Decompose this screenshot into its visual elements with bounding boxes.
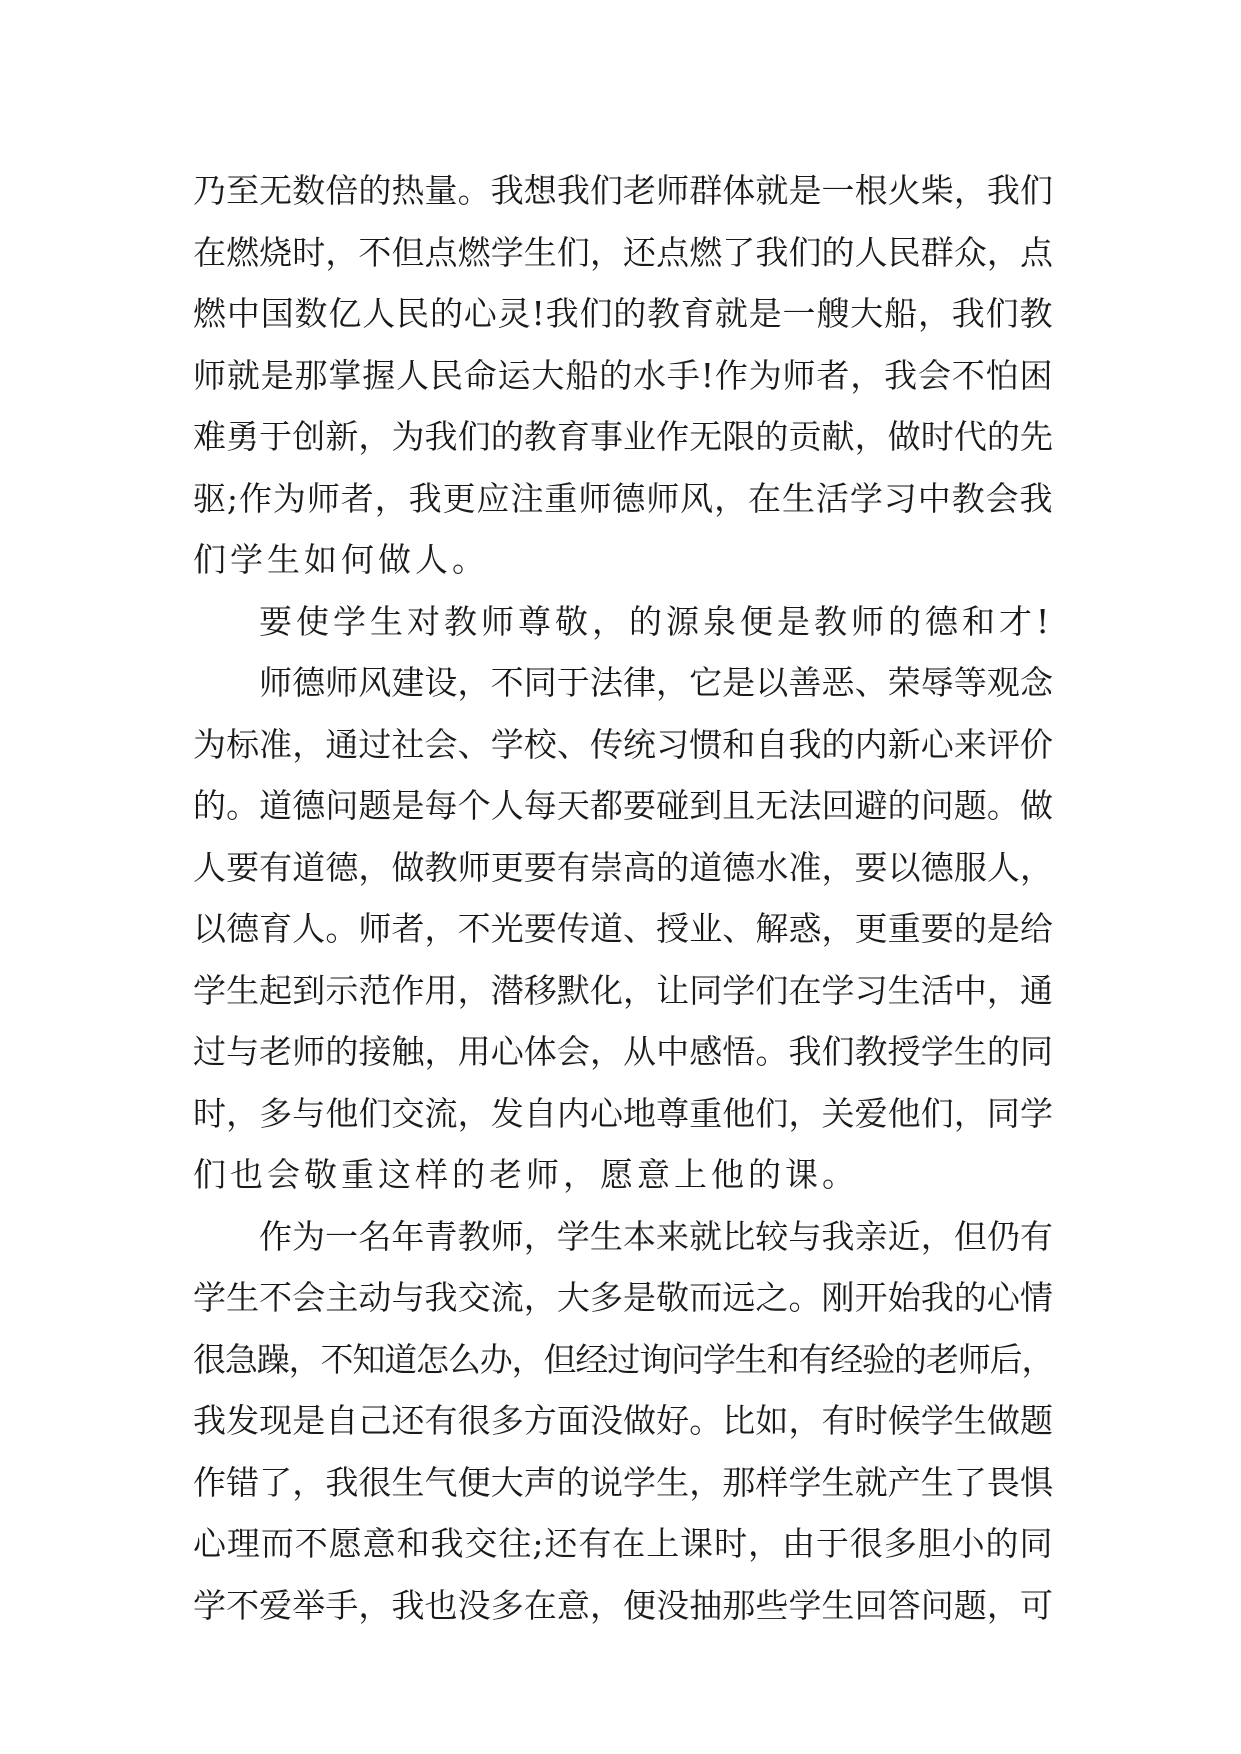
text-line: 们也会敬重这样的老师，愿意上他的课。 <box>193 1155 859 1194</box>
text-line: 过与老师的接触，用心体会，从中感悟。我们教授学生的同 <box>193 1032 1053 1071</box>
body-text <box>193 160 1053 1636</box>
text-line: 燃中国数亿人民的心灵!我们的教育就是一艘大船，我们教 <box>193 294 1053 333</box>
text-line: 作错了，我很生气便大声的说学生，那样学生就产生了畏惧 <box>193 1462 1053 1502</box>
text-line: 以德育人。师者，不光要传道、授业、解惑，更重要的是给 <box>193 909 1053 948</box>
text-line: 要使学生对教师尊敬，的源泉便是教师的德和才! <box>259 601 1054 641</box>
text-line: 乃至无数倍的热量。我想我们老师群体就是一根火柴，我们 <box>193 171 1053 210</box>
text-line: 很急躁，不知道怎么办，但经过询问学生和有经验的老师后， <box>193 1339 1053 1379</box>
text-line: 师就是那掌握人民命运大船的水手!作为师者，我会不怕困 <box>193 355 1053 395</box>
text-line: 学生不会主动与我交流，大多是敬而远之。刚开始我的心情 <box>193 1278 1053 1317</box>
text-line: 心理而不愿意和我交往;还有在上课时，由于很多胆小的同 <box>193 1524 1053 1563</box>
text-line: 作为一名年青教师，学生本来就比较与我亲近，但仍有 <box>259 1216 1053 1256</box>
text-line: 们学生如何做人。 <box>193 540 489 579</box>
text-line: 难勇于创新，为我们的教育事业作无限的贡献，做时代的先 <box>193 417 1053 456</box>
text-line: 我发现是自己还有很多方面没做好。比如，有时候学生做题 <box>193 1401 1053 1440</box>
text-line: 的。道德问题是每个人每天都要碰到且无法回避的问题。做 <box>193 786 1053 825</box>
text-line: 在燃烧时，不但点燃学生们，还点燃了我们的人民群众，点 <box>193 232 1053 272</box>
text-line: 人要有道德，做教师更要有崇高的道德水准，要以德服人， <box>193 847 1053 887</box>
text-line: 驱;作为师者，我更应注重师德师风，在生活学习中教会我 <box>193 478 1053 518</box>
text-line: 师德师风建设，不同于法律，它是以善恶、荣辱等观念 <box>259 663 1053 702</box>
text-line: 为标准，通过社会、学校、传统习惯和自我的内新心来评价 <box>193 724 1053 764</box>
text-line: 学生起到示范作用，潜移默化，让同学们在学习生活中，通 <box>193 970 1053 1010</box>
text-line: 学不爱举手，我也没多在意，便没抽那些学生回答问题，可 <box>193 1585 1053 1625</box>
text-line: 时，多与他们交流，发自内心地尊重他们，关爱他们，同学 <box>193 1093 1053 1133</box>
